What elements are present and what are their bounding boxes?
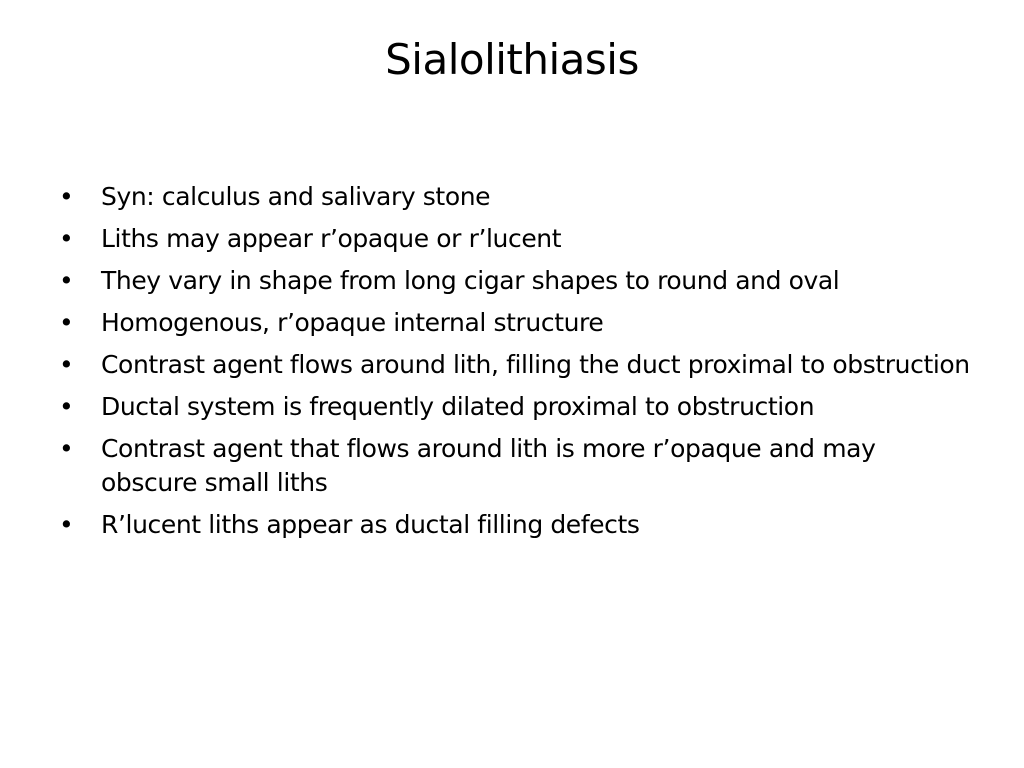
bullet-text: Liths may appear r’opaque or r’lucent <box>101 224 562 253</box>
bullet-item <box>56 180 976 214</box>
bullet-icon: • <box>59 350 74 379</box>
bullet-text: Ductal system is frequently dilated proximal to obstruction <box>101 392 815 421</box>
bullet-icon: • <box>59 224 74 253</box>
bullet-item <box>56 306 976 340</box>
bullet-text: Contrast agent flows around lith, filling the duct proximal to obstruction <box>101 350 970 379</box>
bullet-item <box>56 432 976 500</box>
bullet-item <box>56 390 976 424</box>
bullet-icon: • <box>59 182 74 211</box>
bullet-icon: • <box>59 308 74 337</box>
bullet-list <box>56 180 976 550</box>
bullet-icon: • <box>59 392 74 421</box>
bullet-text: Syn: calculus and salivary stone <box>101 182 491 211</box>
bullet-item <box>56 348 976 382</box>
bullet-icon: • <box>59 510 74 539</box>
bullet-text: R’lucent liths appear as ductal filling defects <box>101 510 640 539</box>
bullet-item <box>56 508 976 542</box>
bullet-item <box>56 222 976 256</box>
slide-title: Sialolithiasis <box>385 35 639 84</box>
bullet-text: They vary in shape from long cigar shapes to round and oval <box>101 266 840 295</box>
bullet-icon: • <box>59 266 74 295</box>
bullet-icon: • <box>59 434 74 463</box>
bullet-text: Homogenous, r’opaque internal structure <box>101 308 604 337</box>
bullet-text: Contrast agent that flows around lith is more r’opaque and may obscure small liths <box>101 434 876 497</box>
bullet-item <box>56 264 976 298</box>
